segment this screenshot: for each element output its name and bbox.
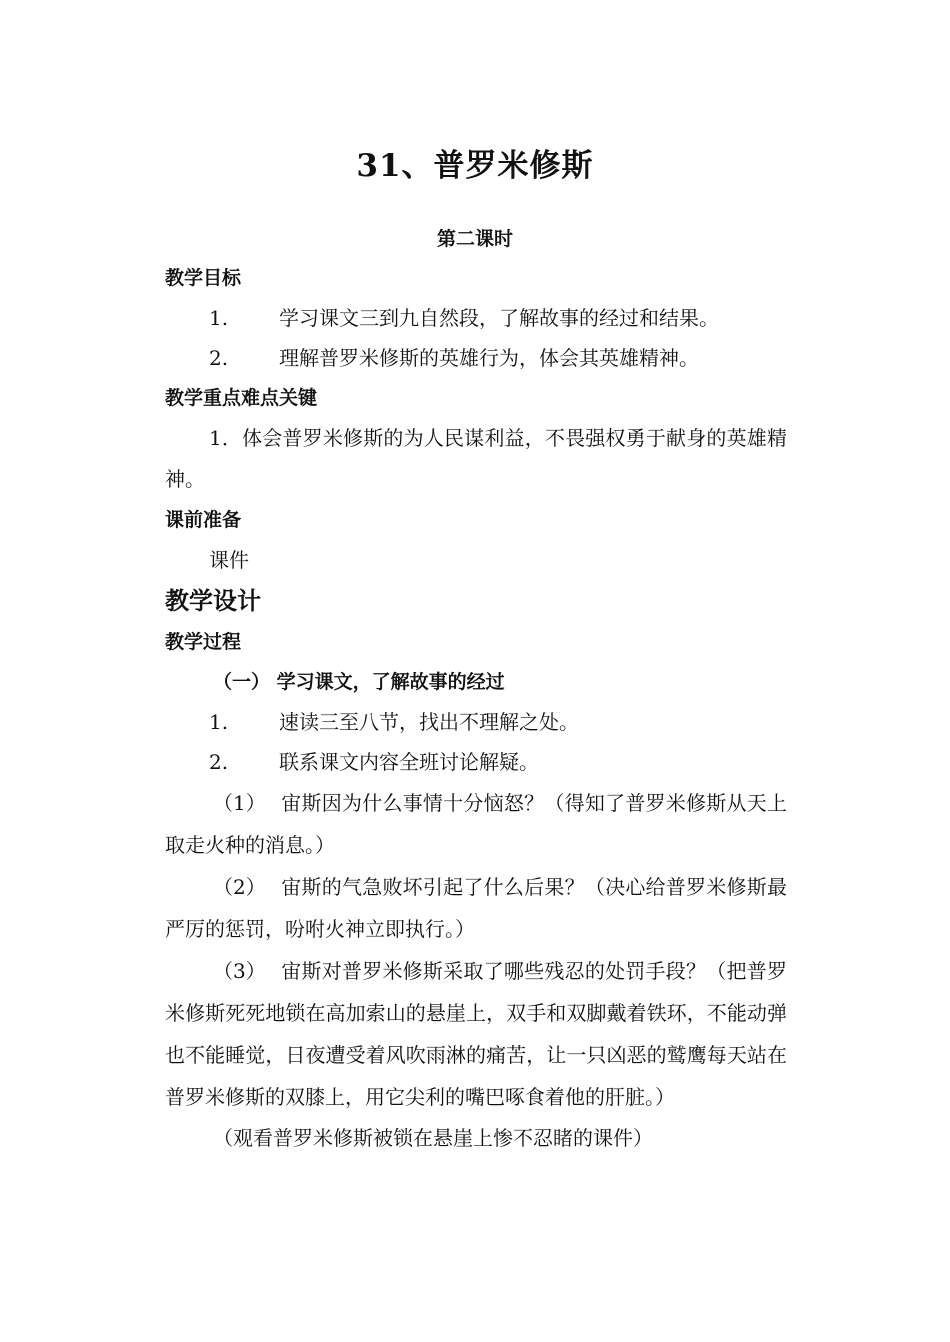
design-heading: 教学设计	[165, 586, 261, 615]
step-item: 1. 速读三至八节，找出不理解之处。	[209, 710, 579, 734]
preparation-text: 课件	[209, 548, 249, 572]
question-item: （3） 宙斯对普罗米修斯采取了哪些残忍的处罚手段？（把普罗米修斯死死地锁在高加索山的悬崖上，双手和双脚戴着铁环，不能动弹也不能睡觉，日夜遭受着风吹雨淋的痛苦，让一只凶恶的鹫鹰每天站在普罗米修斯的双膝上，用它尖利的嘴巴啄食着他的肝脏。）	[165, 959, 787, 1109]
key-points-text: 1．体会普罗米修斯的为人民谋利益，不畏强权勇于献身的英雄精神。	[165, 426, 787, 491]
question-item: （2） 宙斯的气急败坏引起了什么后果？（决心给普罗米修斯最严厉的惩罚，吩咐火神立即执行。）	[165, 875, 787, 941]
document-title: 31、普罗米修斯	[356, 148, 594, 184]
goals-heading: 教学目标	[165, 267, 242, 289]
courseware-note: （观看普罗米修斯被锁在悬崖上惨不忍睹的课件）	[213, 1126, 653, 1150]
step-item: 2. 联系课文内容全班讨论解疑。	[209, 750, 539, 774]
preparation-heading: 课前准备	[165, 509, 242, 531]
process-heading: 教学过程	[165, 631, 242, 653]
document-body	[165, 258, 787, 1158]
lesson-subtitle: 第二课时	[436, 228, 513, 250]
question-item: （1） 宙斯因为什么事情十分恼怒？（得知了普罗米修斯从天上取走火种的消息。）	[165, 791, 787, 857]
key-points-heading: 教学重点难点关键	[165, 387, 318, 409]
goal-item: 1. 学习课文三到九自然段，了解故事的经过和结果。	[209, 306, 719, 330]
step-one-heading: （一） 学习课文，了解故事的经过	[213, 671, 505, 693]
goal-item: 2. 理解普罗米修斯的英雄行为，体会其英雄精神。	[209, 346, 699, 370]
